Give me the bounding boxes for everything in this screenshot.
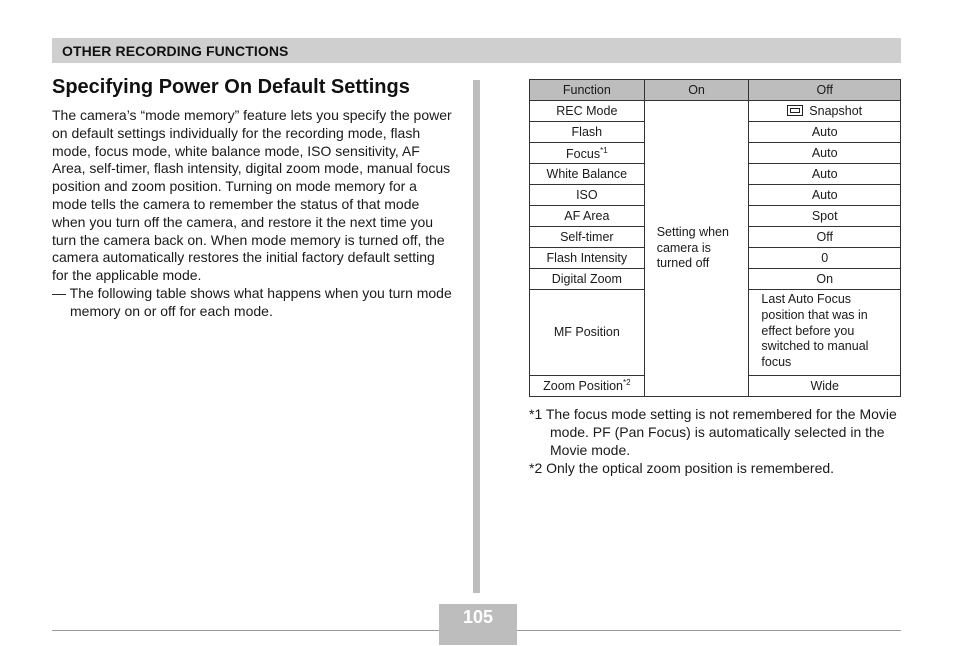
snapshot-mode-icon bbox=[787, 105, 803, 116]
function-cell: Flash Intensity bbox=[530, 248, 645, 269]
function-cell: MF Position bbox=[530, 290, 645, 376]
page-number: 105 bbox=[439, 604, 517, 631]
intro-paragraph: The camera’s “mode memory” feature lets you specify the power on default settings individually for the recording mode, flash mode, focus mode, white balance mode, ISO sensitivity, AF Area, self-timer, flash intensity, digital zoom mode, manual focus position and zoom position. Turning on mode memory for a mode tells the camera to remember the status of that mode when you turn off the camera, and restore it the next time you turn the camera back on. When mode memory is turned off, the camera automatically restores the initial factory default setting for the applicable mode. bbox=[52, 107, 452, 284]
body-text bbox=[52, 107, 452, 321]
column-divider bbox=[473, 80, 480, 593]
function-cell: Digital Zoom bbox=[530, 269, 645, 290]
function-cell: White Balance bbox=[530, 164, 645, 185]
table-intro-note: — The following table shows what happens when you turn mode memory on or off for each mode. bbox=[52, 284, 452, 319]
off-cell: Last Auto Focus position that was in effect before you switched to manual focus bbox=[749, 290, 901, 376]
footnote-1: *1 The focus mode setting is not remembered for the Movie mode. PF (Pan Focus) is automatically selected in the Movie mode. bbox=[529, 406, 897, 458]
function-cell bbox=[530, 143, 645, 164]
function-cell: REC Mode bbox=[530, 101, 645, 122]
section-header-bar bbox=[52, 38, 901, 63]
function-cell bbox=[530, 375, 645, 396]
on-cell: Setting when camera is turned off bbox=[644, 101, 749, 397]
function-cell: AF Area bbox=[530, 206, 645, 227]
footnote-marker: *1 bbox=[600, 145, 608, 155]
footnotes bbox=[529, 405, 901, 477]
off-cell: Auto bbox=[749, 164, 901, 185]
header-function: Function bbox=[530, 80, 645, 101]
off-cell: Auto bbox=[749, 185, 901, 206]
off-cell: Auto bbox=[749, 122, 901, 143]
off-cell: Spot bbox=[749, 206, 901, 227]
function-cell: ISO bbox=[530, 185, 645, 206]
off-cell: Auto bbox=[749, 143, 901, 164]
header-off: Off bbox=[749, 80, 901, 101]
section-header-label: OTHER RECORDING FUNCTIONS bbox=[62, 43, 289, 59]
off-cell: On bbox=[749, 269, 901, 290]
page-title: Specifying Power On Default Settings bbox=[52, 76, 410, 98]
mode-memory-table bbox=[529, 79, 901, 397]
header-on: On bbox=[644, 80, 749, 101]
off-cell bbox=[749, 101, 901, 122]
function-cell: Self-timer bbox=[530, 227, 645, 248]
footnote-marker: *2 bbox=[623, 378, 631, 388]
table-header-row bbox=[530, 80, 901, 101]
page-number-tab-base bbox=[439, 631, 517, 645]
footer-rule bbox=[52, 630, 439, 631]
function-label: Zoom Position bbox=[543, 379, 624, 394]
function-label: Focus bbox=[566, 146, 601, 161]
footnote-2: *2 Only the optical zoom position is remembered. bbox=[529, 460, 835, 476]
off-cell: Wide bbox=[749, 375, 901, 396]
off-cell: 0 bbox=[749, 248, 901, 269]
function-cell: Flash bbox=[530, 122, 645, 143]
off-cell: Off bbox=[749, 227, 901, 248]
off-value: Snapshot bbox=[809, 104, 863, 118]
table-row bbox=[530, 101, 901, 122]
footer-rule bbox=[517, 630, 901, 631]
